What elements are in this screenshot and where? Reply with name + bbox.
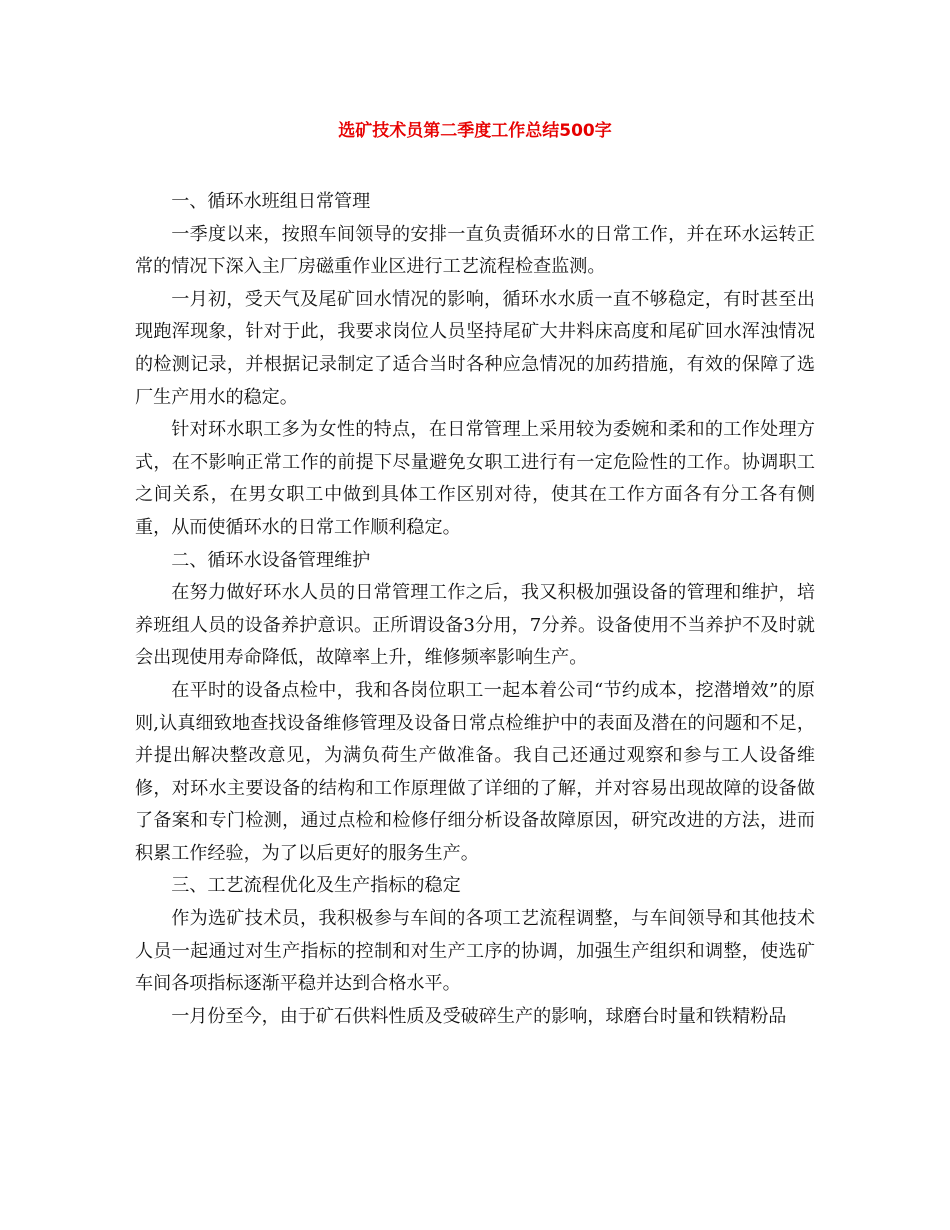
document-title: 选矿技术员第二季度工作总结500字: [338, 121, 612, 141]
paragraph-1: 一季度以来，按照车间领导的安排一直负责循环水的日常工作，并在环水运转正常的情况下深入主厂房磁重作业区进行工艺流程检查监测。: [135, 223, 815, 278]
section-heading-3: 三、工艺流程优化及生产指标的稳定: [171, 875, 461, 897]
paragraph-6: 作为选矿技术员，我积极参与车间的各项工艺流程调整，与车间领导和其他技术人员一起通过对生产指标的控制和对生产工序的协调，加强生产组织和调整，使选矿车间各项指标逐渐平稳并达到合格水平。: [135, 908, 815, 995]
document-body: [135, 117, 815, 1033]
section-heading-1: 一、循环水班组日常管理: [171, 191, 371, 212]
paragraph-2: 一月初，受天气及尾矿回水情况的影响，循环水水质一直不够稳定，有时甚至出现跑浑现象，针对于此，我要求岗位人员坚持尾矿大井料床高度和尾矿回水浑浊情况的检测记录，并根据记录制定了适合当时各种应急情况的加药措施，有效的保障了选厂生产用水的稳定。: [135, 288, 815, 408]
section-heading-2: 二、循环水设备管理维护: [171, 549, 371, 571]
paragraph-5: 在平时的设备点检中，我和各岗位职工一起本着公司“节约成本，挖潜增效”的原则,认真细致地查找设备维修管理及设备日常点检维护中的表面及潜在的问题和不足，并提出解决整改意见，为满负荷生产做准备。我自己还通过观察和参与工人设备维修，对环水主要设备的结构和工作原理做了详细的了解，并对容易出现故障的设备做了备案和专门检测，通过点检和检修仔细分析设备故障原因，研究改进的方法，进而积累工作经验，为了以后更好的服务生产。: [135, 679, 815, 864]
paragraph-3: 针对环水职工多为女性的特点，在日常管理上采用较为委婉和柔和的工作处理方式，在不影响正常工作的前提下尽量避免女职工进行有一定危险性的工作。协调职工之间关系，在男女职工中做到具体工作区别对待，使其在工作方面各有分工各有侧重，从而使循环水的日常工作顺利稳定。: [135, 419, 815, 538]
paragraph-7: 一月份至今，由于矿石供料性质及受破碎生产的影响，球磨台时量和铁精粉品: [171, 1005, 787, 1027]
paragraph-4: 在努力做好环水人员的日常管理工作之后，我又积极加强设备的管理和维护，培养班组人员的设备养护意识。正所谓设备3分用，7分养。设备使用不当养护不及时就会出现使用寿命降低，故障率上升，维修频率影响生产。: [135, 582, 815, 669]
